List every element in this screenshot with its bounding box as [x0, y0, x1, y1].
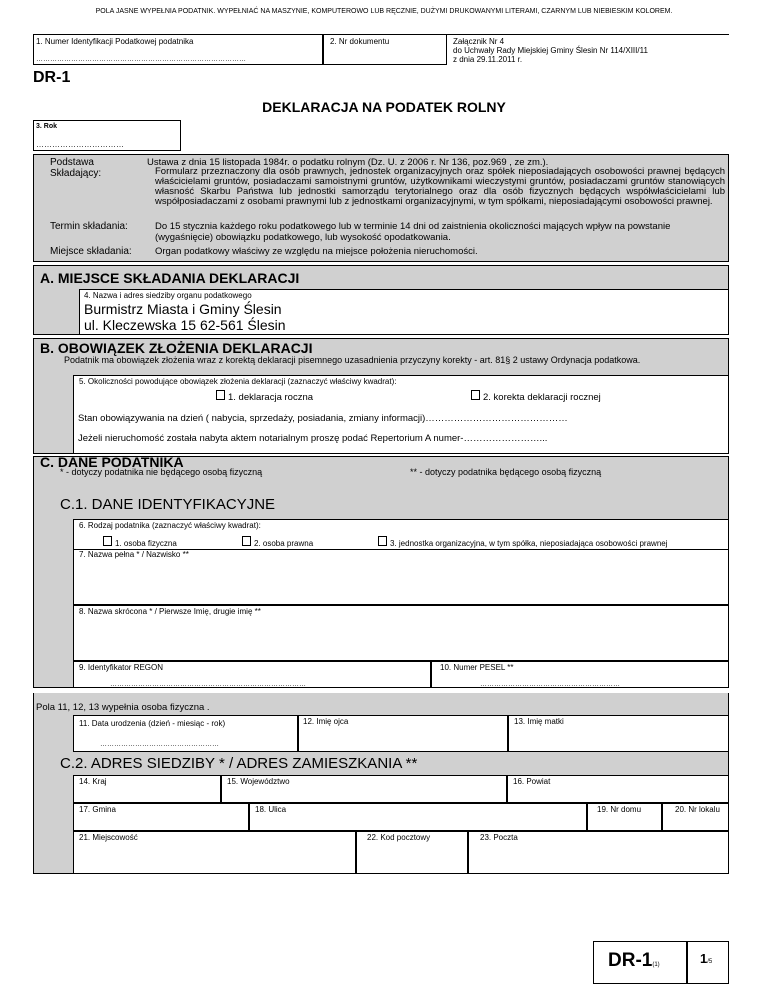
mother-name-label: 13. Imię matki: [514, 717, 564, 726]
birth-date-dots: ……………………………………………: [100, 741, 219, 748]
page-title: DEKLARACJA NA PODATEK ROLNY: [262, 99, 506, 115]
footer-page-number: 1: [700, 951, 708, 966]
year-dots: ……………………………: [36, 140, 124, 149]
voivodeship-label: 15. Województwo: [227, 777, 290, 786]
municipality-label: 17. Gmina: [79, 805, 116, 814]
checkbox-icon[interactable]: [242, 536, 252, 547]
footer-page-total: /5: [707, 959, 713, 965]
postal-code-label: 22. Kod pocztowy: [367, 833, 431, 842]
form-notice: POLA JASNE WYPEŁNIA PODATNIK. WYPEŁNIAĆ NA MASZYNIE, KOMPUTEROWO LUB RĘCZNIE, DUŻYMI DRUKOWANYMI LITERAMI, CZARNYM LUB NIEBIESKIM KOLOREM.: [95, 8, 673, 15]
apartment-number-label: 20. Nr lokalu: [675, 805, 720, 814]
birth-date-label: 11. Data urodzenia (dzień - miesiąc - rok): [79, 719, 226, 728]
type-legal-person-label: 2. osoba prawna: [254, 539, 314, 548]
annex-line-1: Załącznik Nr 4: [453, 37, 505, 46]
locality-label: 21. Miejscowość: [79, 833, 138, 842]
country-label: 14. Kraj: [79, 777, 107, 786]
pesel-label: 10. Numer PESEL **: [440, 663, 514, 672]
option-correction[interactable]: [471, 390, 601, 403]
type-org-unit-label: 3. jednostka organizacyjna, w tym spółka, nieposiadająca osobowości prawnej: [390, 539, 668, 548]
nip-dots: ………………………………………………………………………………: [36, 56, 246, 63]
section-c-title: C. DANE PODATNIKA: [40, 454, 184, 470]
annex-line-3: z dnia 29.11.2011 r.: [453, 55, 523, 64]
checkbox-icon[interactable]: [378, 536, 388, 547]
taxpayer-type-label: 6. Rodzaj podatnika (zaznaczyć właściwy kwadrat):: [79, 521, 261, 530]
nip-label: 1. Numer Identyfikacji Podatkowej podatnika: [36, 37, 194, 46]
doc-number-label: 2. Nr dokumentu: [330, 37, 390, 46]
place-label: Miejsce składania:: [50, 246, 132, 257]
footer-code: [608, 950, 660, 972]
section-c2-title: C.2. ADRES SIEDZIBY * / ADRES ZAMIESZKANIA **: [60, 755, 418, 772]
annex-top-line: [447, 34, 729, 35]
basis-legal-text: Formularz przeznaczony dla osób prawnych, jednostek organizacyjnych oraz spółek nieposiadających osobowości prawnej będących właścicielami gruntów, posiadaczami samoistnymi gruntów, użytkownikami wieczystymi gruntów, posiadaczami gruntów stanowiących własność Skarbu Państwa lub jednostki samorządu terytorialnego oraz dla osób fizycznych będących współwłaścicielami lub współposiadaczami z osobami prawnymi lub z jednostkami organizacyjnymi, w tym spółkami, nieposiadającymi osobowości prawnej.: [155, 166, 725, 207]
obligation-label: 5. Okoliczności powodujące obowiązek złożenia deklaracji (zaznaczyć właściwy kwadrat):: [79, 377, 397, 386]
place-text: Organ podatkowy właściwy ze względu na miejsce położenia nieruchomości.: [155, 246, 478, 257]
type-natural-person-label: 1. osoba fizyczna: [115, 539, 177, 548]
regon-label: 9. Identyfikator REGON: [79, 663, 164, 672]
section-c1-title: C.1. DANE IDENTYFIKACYJNE: [60, 496, 276, 513]
section-a-title: A. MIEJSCE SKŁADANIA DEKLARACJI: [40, 270, 300, 286]
type-org-unit[interactable]: [378, 536, 668, 548]
house-number-label: 19. Nr domu: [597, 805, 642, 814]
checkbox-icon[interactable]: [471, 390, 481, 401]
option-annual-label: 1. deklaracja roczna: [228, 392, 314, 403]
footer-page: [700, 950, 712, 968]
checkbox-icon[interactable]: [216, 390, 226, 401]
section-b-title: B. OBOWIĄZEK ZŁOŻENIA DEKLARACJI: [40, 340, 313, 356]
section-c-note-1: * - dotyczy podatnika nie będącego osobą fizyczną: [60, 467, 263, 477]
checkbox-icon[interactable]: [103, 536, 113, 547]
annex-line-2: do Uchwały Rady Miejskiej Gminy Ślesin Nr 114/XIII/11: [453, 46, 648, 55]
pesel-dots: ……………………………………………………: [480, 681, 620, 688]
option-correction-label: 2. korekta deklaracji rocznej: [483, 392, 601, 403]
option-annual[interactable]: [216, 390, 313, 403]
footer-code-sub: (1): [652, 962, 660, 968]
post-office-label: 23. Poczta: [480, 833, 518, 842]
type-natural-person[interactable]: [103, 536, 177, 548]
year-label: 3. Rok: [36, 123, 58, 130]
full-name-label: 7. Nazwa pełna * / Nazwisko **: [79, 550, 189, 559]
tax-office-line-2: ul. Kleczewska 15 62-561 Ślesin: [84, 317, 286, 333]
short-name-label: 8. Nazwa skrócona * / Pierwsze Imię, drugie imię **: [79, 607, 261, 616]
basis-legal-line: Ustawa z dnia 15 listopada 1984r. o podatku rolnym (Dz. U. z 2006 r. Nr 136, poz.969 , ze zm.).: [147, 157, 549, 168]
type-legal-person[interactable]: [242, 536, 313, 548]
notarial-line: Jeżeli nieruchomość została nabyta aktem notarialnym proszę podać Repertorium A numer-……………………...: [78, 433, 548, 444]
county-label: 16. Powiat: [513, 777, 551, 786]
doc-code: DR-1: [33, 69, 71, 86]
street-field[interactable]: [249, 803, 587, 831]
basis-label: Podstawa Składający:: [50, 157, 102, 179]
tax-office-label: 4. Nazwa i adres siedziby organu podatkowego: [84, 291, 252, 300]
state-date-line: Stan obowiązywania na dzień ( nabycia, sprzedaży, posiadania, zmiany informacji)………………………………………: [78, 413, 568, 424]
footer-code-text: DR-1: [608, 950, 653, 971]
father-name-label: 12. Imię ojca: [303, 717, 349, 726]
term-label: Termin składania:: [50, 221, 128, 232]
term-text: Do 15 stycznia każdego roku podatkowego lub w terminie 14 dni od zaistnienia okoliczności mających wpływ na powstanie (wygaśnięcie) obowiązku podatkowego, lub wysokość opodatkowania.: [155, 221, 671, 243]
regon-dots: …………………………………………………………………………: [110, 681, 306, 688]
tax-office-line-1: Burmistrz Miasta i Gminy Ślesin: [84, 301, 282, 317]
section-c-note-2: ** - dotyczy podatnika będącego osobą fizyczną: [410, 467, 602, 477]
section-b-note: Podatnik ma obowiązek złożenia wraz z korektą deklaracji pisemnego uzasadnienia przyczyny korekty - art. 81§ 2 ustawy Ordynacja podatkowa.: [64, 355, 641, 365]
street-label: 18. Ulica: [255, 805, 287, 814]
fields-11-13-note: Pola 11, 12, 13 wypełnia osoba fizyczna .: [36, 702, 210, 713]
